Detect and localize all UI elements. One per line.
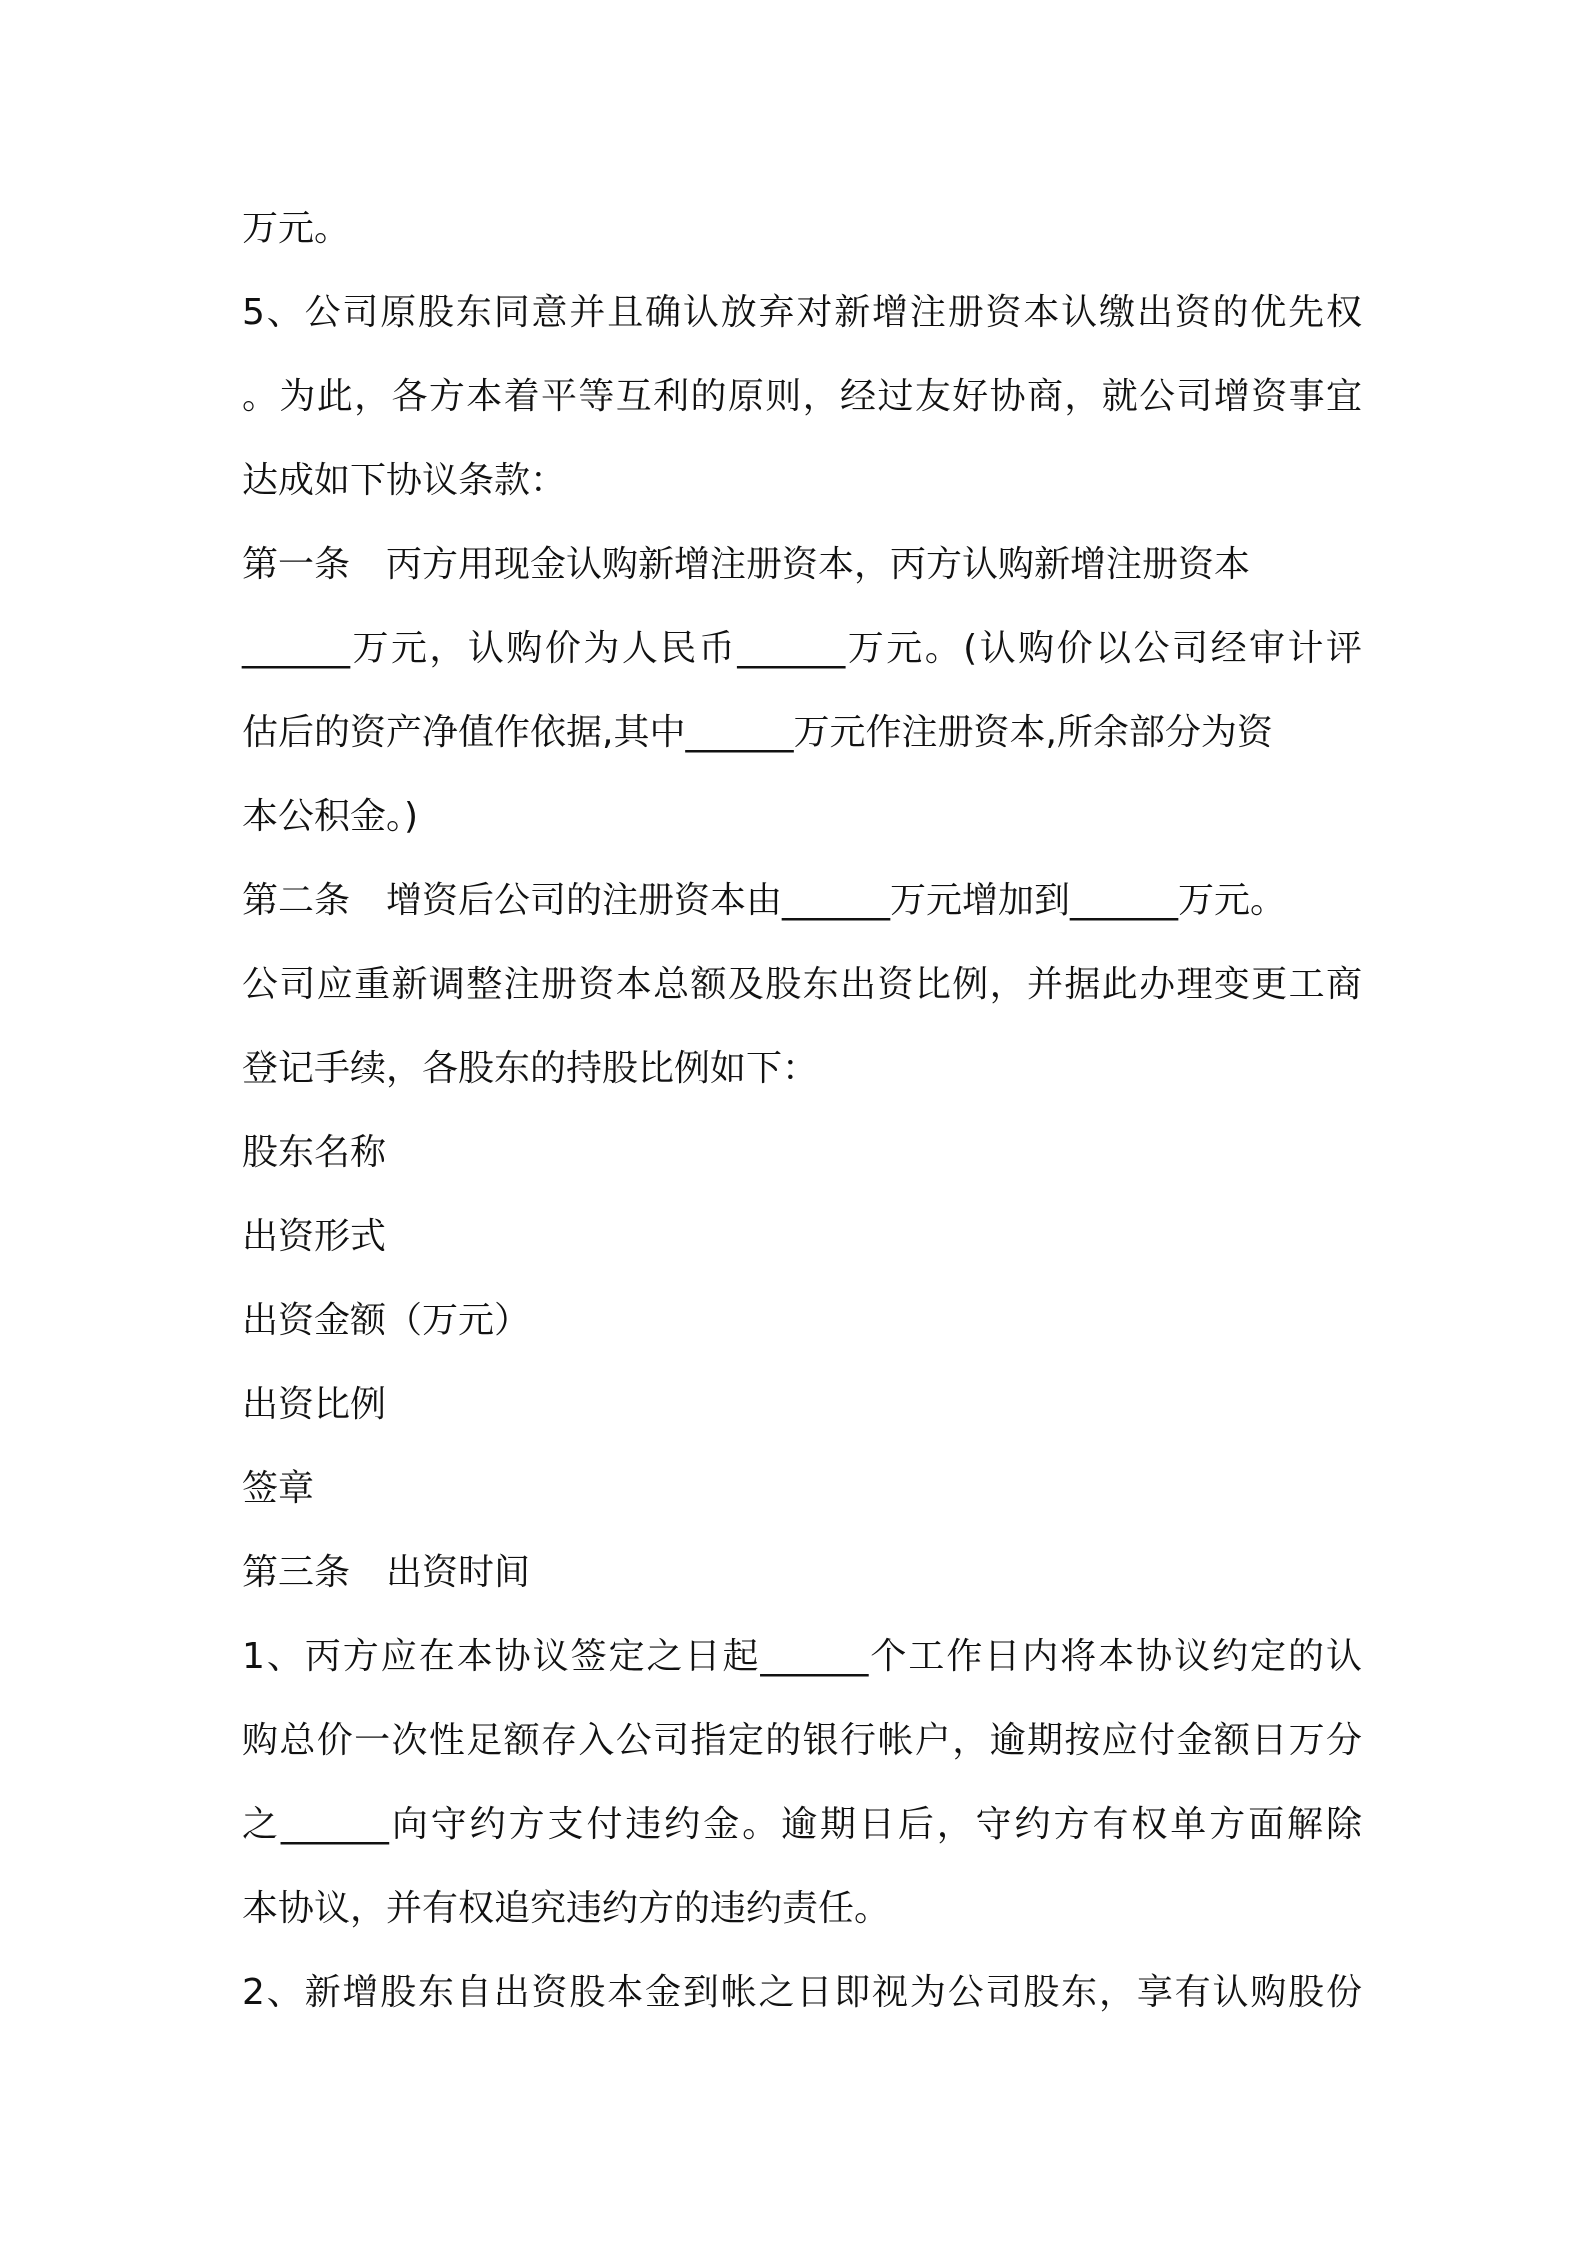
text-line: 购总价一次性足额存入公司指定的银行帐户，逾期按应付金额日万分 — [242, 1720, 1362, 1761]
clause-paragraph: 2、新增股东自出资股本金到帐之日即视为公司股东，享有认购股份 — [242, 1972, 1362, 2013]
article-two-heading: 第二条 增资后公司的注册资本由______万元增加到______万元。 — [242, 880, 1287, 921]
text-line: 登记手续，各股东的持股比例如下： — [242, 1048, 819, 1089]
text-line: 公司应重新调整注册资本总额及股东出资比例，并据此办理变更工商 — [242, 964, 1362, 1005]
text-line: 本协议，并有权追究违约方的违约责任。 — [242, 1888, 891, 1929]
text-line: 之______向守约方支付违约金。逾期日后，守约方有权单方面解除 — [242, 1804, 1362, 1845]
clause-paragraph: 1、丙方应在本协议签定之日起______个工作日内将本协议约定的认 — [242, 1636, 1362, 1677]
contribution-ratio-label: 出资比例 — [242, 1384, 387, 1425]
article-one-heading: 第一条 丙方用现金认购新增注册资本，丙方认购新增注册资本 — [242, 544, 1251, 585]
clause-paragraph: 5、公司原股东同意并且确认放弃对新增注册资本认缴出资的优先权 — [242, 292, 1362, 333]
article-three-heading: 第三条 出资时间 — [242, 1552, 531, 1593]
text-line: 估后的资产净值作依据,其中______万元作注册资本,所余部分为资 — [242, 712, 1273, 753]
text-line: 。为此，各方本着平等互利的原则，经过友好协商，就公司增资事宜 — [242, 376, 1362, 417]
shareholder-name-label: 股东名称 — [242, 1132, 387, 1173]
contribution-amount-label: 出资金额（万元） — [242, 1300, 531, 1341]
text-line: ______万元，认购价为人民币______万元。(认购价以公司经审计评 — [242, 628, 1362, 669]
text-line: 达成如下协议条款： — [242, 460, 567, 501]
signature-label: 签章 — [242, 1468, 315, 1509]
text-line: 万元。 — [242, 208, 351, 249]
contribution-form-label: 出资形式 — [242, 1216, 387, 1257]
text-line: 本公积金。) — [242, 796, 419, 837]
